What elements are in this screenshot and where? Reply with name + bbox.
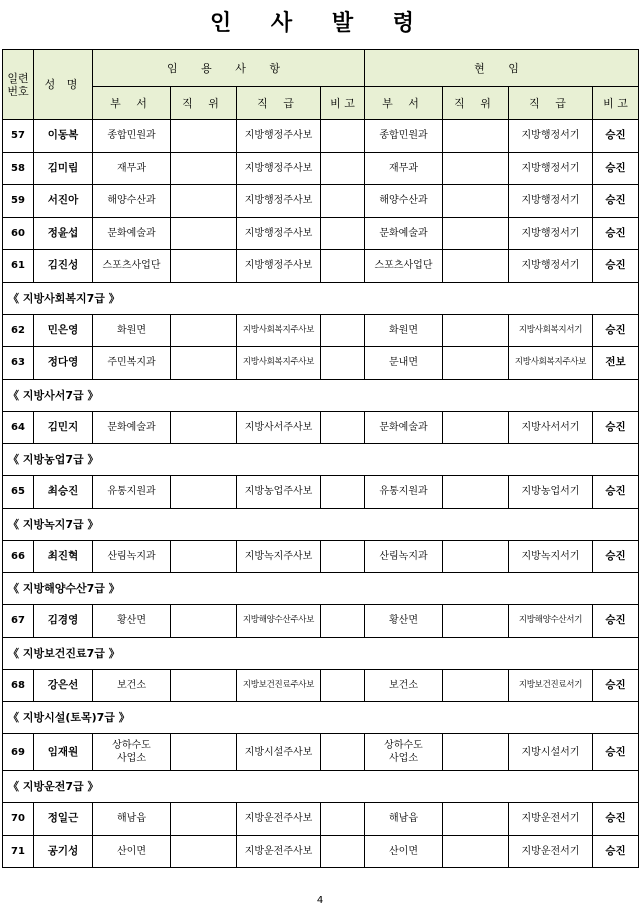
person-name: 정일근	[34, 803, 93, 836]
appointment-dept: 스포츠사업단	[93, 250, 171, 283]
current-position	[443, 669, 509, 702]
remark-note: 승진	[593, 411, 639, 444]
appointment-grade: 지방행정주사보	[237, 152, 321, 185]
appointment-remark	[321, 217, 365, 250]
appointment-grade: 지방운전주사보	[237, 835, 321, 868]
current-grade: 지방농업서기	[509, 476, 593, 509]
serial-no: 57	[3, 120, 34, 153]
current-grade: 지방행정서기	[509, 217, 593, 250]
person-name: 김민지	[34, 411, 93, 444]
current-dept: 황산면	[365, 605, 443, 638]
current-grade: 지방행정서기	[509, 152, 593, 185]
appointment-grade: 지방보건진료주사보	[237, 669, 321, 702]
person-name: 최승진	[34, 476, 93, 509]
table-row	[3, 605, 639, 638]
appointment-remark	[321, 605, 365, 638]
current-position	[443, 185, 509, 218]
current-position	[443, 605, 509, 638]
person-name: 김미림	[34, 152, 93, 185]
category-row	[3, 771, 639, 803]
table-row	[3, 540, 639, 573]
current-dept: 산이면	[365, 835, 443, 868]
current-grade: 지방운전서기	[509, 835, 593, 868]
appointment-position	[171, 835, 237, 868]
table-row	[3, 185, 639, 218]
appointment-dept: 산림녹지과	[93, 540, 171, 573]
header-current-position: 직 위	[443, 87, 509, 120]
appointment-position	[171, 734, 237, 771]
person-name: 서진아	[34, 185, 93, 218]
table-row	[3, 835, 639, 868]
current-dept: 재무과	[365, 152, 443, 185]
remark-note: 승진	[593, 250, 639, 283]
current-position	[443, 347, 509, 380]
table-row	[3, 669, 639, 702]
appointment-dept: 종합민원과	[93, 120, 171, 153]
page-title: 인 사 발 령	[210, 11, 430, 36]
current-position	[443, 314, 509, 347]
table-row	[3, 803, 639, 836]
current-position	[443, 540, 509, 573]
appointment-dept: 문화예술과	[93, 411, 171, 444]
appointment-remark	[321, 347, 365, 380]
appointment-grade: 지방행정주사보	[237, 250, 321, 283]
serial-no: 70	[3, 803, 34, 836]
serial-no: 61	[3, 250, 34, 283]
header-grade: 직 급	[237, 87, 321, 120]
serial-no: 62	[3, 314, 34, 347]
appointment-grade: 지방행정주사보	[237, 217, 321, 250]
remark-note: 승진	[593, 540, 639, 573]
appointment-position	[171, 185, 237, 218]
current-dept: 문화예술과	[365, 411, 443, 444]
current-grade: 지방해양수산서기	[509, 605, 593, 638]
appointment-dept: 화원면	[93, 314, 171, 347]
current-dept: 해남읍	[365, 803, 443, 836]
current-dept: 화원면	[365, 314, 443, 347]
serial-no: 59	[3, 185, 34, 218]
person-name: 정윤섭	[34, 217, 93, 250]
serial-no: 63	[3, 347, 34, 380]
appointment-remark	[321, 250, 365, 283]
header-appointment: 임 용 사 항	[93, 50, 365, 87]
appointment-remark	[321, 803, 365, 836]
current-dept: 문화예술과	[365, 217, 443, 250]
serial-no: 66	[3, 540, 34, 573]
category-label: 《 지방사서7급 》	[3, 379, 639, 411]
current-dept: 문내면	[365, 347, 443, 380]
category-row	[3, 702, 639, 734]
appointment-position	[171, 250, 237, 283]
serial-no: 60	[3, 217, 34, 250]
current-grade: 지방행정서기	[509, 250, 593, 283]
appointment-position	[171, 476, 237, 509]
person-name: 김진성	[34, 250, 93, 283]
current-dept: 유통지원과	[365, 476, 443, 509]
remark-note: 승진	[593, 605, 639, 638]
table-row	[3, 250, 639, 283]
person-name: 김경영	[34, 605, 93, 638]
category-row	[3, 637, 639, 669]
person-name: 최진혁	[34, 540, 93, 573]
header-current-remark: 비 고	[593, 87, 639, 120]
category-label: 《 지방시설(토목)7급 》	[3, 702, 639, 734]
category-row	[3, 573, 639, 605]
category-row	[3, 508, 639, 540]
current-grade: 지방녹지서기	[509, 540, 593, 573]
table-row	[3, 734, 639, 771]
appointment-remark	[321, 314, 365, 347]
appointment-dept: 주민복지과	[93, 347, 171, 380]
header-current: 현 임	[365, 50, 639, 87]
remark-note: 승진	[593, 734, 639, 771]
remark-note: 승진	[593, 835, 639, 868]
appointment-dept: 해양수산과	[93, 185, 171, 218]
current-dept: 상하수도 사업소	[365, 734, 443, 771]
appointment-grade: 지방해양수산주사보	[237, 605, 321, 638]
table-row	[3, 314, 639, 347]
serial-no: 58	[3, 152, 34, 185]
current-grade: 지방사서서기	[509, 411, 593, 444]
remark-note: 승진	[593, 185, 639, 218]
current-position	[443, 835, 509, 868]
appointment-position	[171, 120, 237, 153]
appointment-remark	[321, 835, 365, 868]
header-dept: 부 서	[93, 87, 171, 120]
current-grade: 지방사회복지서기	[509, 314, 593, 347]
personnel-table	[2, 49, 639, 868]
person-name: 강은선	[34, 669, 93, 702]
current-position	[443, 734, 509, 771]
serial-no: 64	[3, 411, 34, 444]
current-dept: 종합민원과	[365, 120, 443, 153]
table-row	[3, 347, 639, 380]
appointment-position	[171, 217, 237, 250]
person-name: 이동복	[34, 120, 93, 153]
appointment-dept: 해남읍	[93, 803, 171, 836]
serial-no: 69	[3, 734, 34, 771]
table-row	[3, 476, 639, 509]
appointment-grade: 지방행정주사보	[237, 185, 321, 218]
appointment-dept: 보건소	[93, 669, 171, 702]
appointment-grade: 지방운전주사보	[237, 803, 321, 836]
person-name: 정다영	[34, 347, 93, 380]
appointment-remark	[321, 411, 365, 444]
appointment-dept: 산이면	[93, 835, 171, 868]
appointment-remark	[321, 476, 365, 509]
current-position	[443, 152, 509, 185]
person-name: 민은영	[34, 314, 93, 347]
appointment-remark	[321, 120, 365, 153]
person-name: 임재원	[34, 734, 93, 771]
appointment-grade: 지방행정주사보	[237, 120, 321, 153]
current-position	[443, 217, 509, 250]
page-number: 4	[316, 895, 324, 906]
current-grade: 지방행정서기	[509, 185, 593, 218]
person-name: 공기성	[34, 835, 93, 868]
remark-note: 승진	[593, 314, 639, 347]
appointment-position	[171, 669, 237, 702]
appointment-position	[171, 347, 237, 380]
current-dept: 스포츠사업단	[365, 250, 443, 283]
appointment-dept: 황산면	[93, 605, 171, 638]
appointment-grade: 지방시설주사보	[237, 734, 321, 771]
appointment-remark	[321, 540, 365, 573]
appointment-dept: 재무과	[93, 152, 171, 185]
current-grade: 지방시설서기	[509, 734, 593, 771]
serial-no: 68	[3, 669, 34, 702]
header-position: 직 위	[171, 87, 237, 120]
category-label: 《 지방농업7급 》	[3, 444, 639, 476]
appointment-position	[171, 605, 237, 638]
remark-note: 승진	[593, 669, 639, 702]
appointment-dept: 문화예술과	[93, 217, 171, 250]
category-label: 《 지방녹지7급 》	[3, 508, 639, 540]
appointment-grade: 지방녹지주사보	[237, 540, 321, 573]
table-row	[3, 411, 639, 444]
current-position	[443, 476, 509, 509]
table-row	[3, 120, 639, 153]
category-label: 《 지방운전7급 》	[3, 771, 639, 803]
current-position	[443, 250, 509, 283]
appointment-position	[171, 314, 237, 347]
appointment-remark	[321, 669, 365, 702]
header-current-dept: 부 서	[365, 87, 443, 120]
serial-no: 67	[3, 605, 34, 638]
appointment-grade: 지방사서주사보	[237, 411, 321, 444]
appointment-position	[171, 803, 237, 836]
category-label: 《 지방사회복지7급 》	[3, 282, 639, 314]
appointment-dept: 상하수도 사업소	[93, 734, 171, 771]
appointment-remark	[321, 152, 365, 185]
current-dept: 해양수산과	[365, 185, 443, 218]
appointment-dept: 유통지원과	[93, 476, 171, 509]
appointment-remark	[321, 734, 365, 771]
current-grade: 지방운전서기	[509, 803, 593, 836]
current-grade: 지방보건진료서기	[509, 669, 593, 702]
appointment-grade: 지방사회복지주사보	[237, 347, 321, 380]
remark-note: 승진	[593, 120, 639, 153]
category-row	[3, 444, 639, 476]
table-row	[3, 217, 639, 250]
serial-no: 71	[3, 835, 34, 868]
header-remark: 비 고	[321, 87, 365, 120]
appointment-grade: 지방사회복지주사보	[237, 314, 321, 347]
remark-note: 승진	[593, 476, 639, 509]
remark-note: 승진	[593, 152, 639, 185]
header-serial-no: 일련번호	[3, 50, 34, 120]
remark-note: 승진	[593, 803, 639, 836]
current-position	[443, 411, 509, 444]
current-position	[443, 120, 509, 153]
appointment-remark	[321, 185, 365, 218]
remark-note: 승진	[593, 217, 639, 250]
header-name: 성 명	[34, 50, 93, 120]
appointment-position	[171, 152, 237, 185]
category-row	[3, 282, 639, 314]
category-label: 《 지방해양수산7급 》	[3, 573, 639, 605]
current-position	[443, 803, 509, 836]
current-dept: 보건소	[365, 669, 443, 702]
current-grade: 지방사회복지주사보	[509, 347, 593, 380]
current-grade: 지방행정서기	[509, 120, 593, 153]
header-current-grade: 직 급	[509, 87, 593, 120]
current-dept: 산림녹지과	[365, 540, 443, 573]
serial-no: 65	[3, 476, 34, 509]
remark-note: 전보	[593, 347, 639, 380]
appointment-position	[171, 540, 237, 573]
table-row	[3, 152, 639, 185]
appointment-grade: 지방농업주사보	[237, 476, 321, 509]
appointment-position	[171, 411, 237, 444]
category-label: 《 지방보건진료7급 》	[3, 637, 639, 669]
category-row	[3, 379, 639, 411]
